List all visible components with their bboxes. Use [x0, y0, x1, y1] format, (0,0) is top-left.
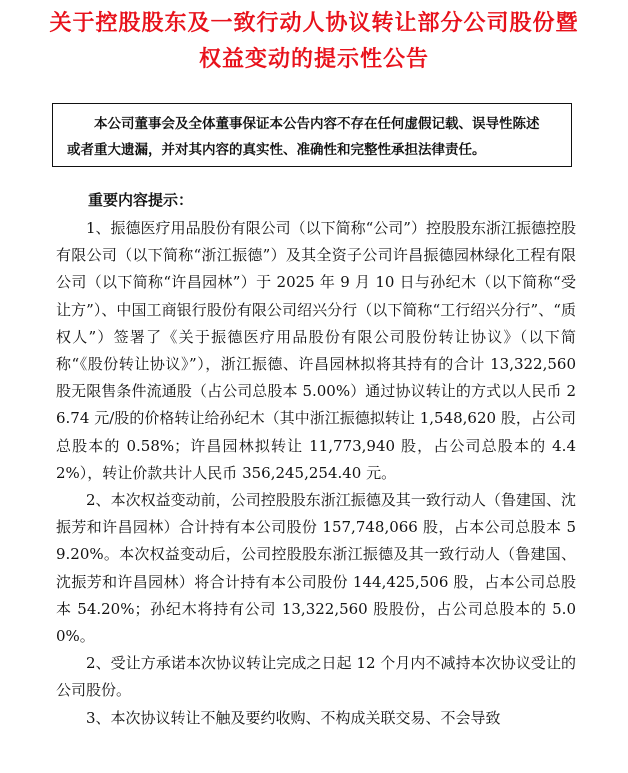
section-heading: 重要内容提示：	[88, 191, 194, 209]
paragraph-3: 2、受让方承诺本次协议转让完成之日起 12 个月内不减持本次协议受让的公司股份。	[56, 654, 576, 700]
announcement-body	[56, 215, 576, 732]
paragraph-1: 1、振德医疗用品股份有限公司（以下简称“公司”）控股股东浙江振德控股有限公司（以下简称“浙江振德”）及其全资子公司许昌振德园林绿化工程有限公司（以下简称“许昌园林”）于 2025 年 9 月 10 日与孙纪木（以下简称“受让方”）、中国工商银行股份有限公司绍兴分行（以下简称“工行绍兴分行”、“质权人”）签署了《关于振德医疗用品股份有限公司股份转让协议》（以下简称“《股份转让协议》”），浙江振德、许昌园林拟将其持有的合计 13,322,560 股无限售条件流通股（占公司总股本 5.00%）通过协议转让的方式以人民币 26.74 元/股的价格转让给孙纪木（其中浙江振德拟转让 1,548,620 股，占公司总股本的 0.58%；许昌园林拟转让 11,773,940 股，占公司总股本的 4.42%），转让价款共计人民币 356,245,254.40 元。	[56, 219, 576, 482]
paragraph-2: 2、本次权益变动前，公司控股股东浙江振德及其一致行动人（鲁建国、沈振芳和许昌园林）合计持有本公司股份 157,748,066 股，占本公司总股本 59.20%。本次权益变动后，公司控股股东浙江振德及其一致行动人（鲁建国、沈振芳和许昌园林）将合计持有本公司股份 144,425,506 股，占本公司总股本 54.20%；孙纪木将持有公司 13,322,560 股股份，占公司总股本的 5.00%。	[56, 491, 576, 646]
board-statement-line-1: 本公司董事会及全体董事保证本公告内容不存在任何虚假记载、误导性陈述	[94, 116, 540, 132]
board-statement-line-2: 或者重大遗漏，并对其内容的真实性、准确性和完整性承担法律责任。	[67, 142, 486, 158]
paragraph-4: 3、本次协议转让不触及要约收购、不构成关联交易、不会导致	[86, 708, 501, 727]
title-line-1: 关于控股股东及一致行动人协议转让部分公司股份暨	[49, 11, 579, 36]
announcement-title	[0, 6, 628, 78]
board-statement-box	[52, 103, 572, 167]
title-line-2: 权益变动的提示性公告	[198, 47, 429, 72]
